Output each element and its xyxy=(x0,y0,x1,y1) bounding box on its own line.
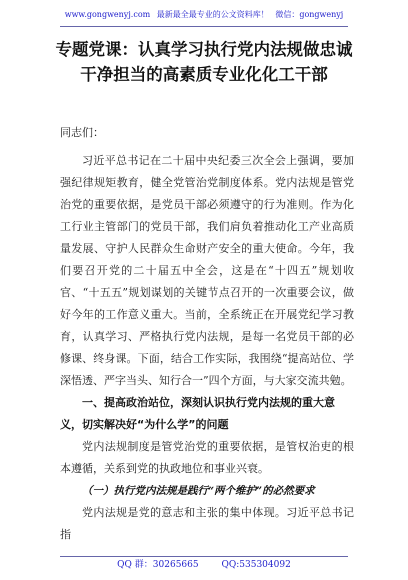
header-site-link[interactable]: www.gongwenyj.com xyxy=(64,10,151,19)
section-heading-1: 一、提高政治站位，深刻认识执行党内法规的重大意义，切实解决好“为什么学”的问题 xyxy=(60,396,335,431)
subsection-1-paragraph: 党内法规是党的意志和主张的集中体现。习近平总书记指 xyxy=(60,506,354,541)
title-line-2: 干净担当的高素质专业化化工干部 xyxy=(80,65,328,84)
page-header xyxy=(0,9,408,21)
subsection-heading-1: （一）执行党内法规是践行“两个维护”的必然要求 xyxy=(82,485,315,497)
footer-divider xyxy=(60,556,348,557)
header-tagline: 最新最全最专业的公文资料库！ xyxy=(156,10,269,19)
title-line-1: 专题党课：认真学习执行党内法规做忠诚 xyxy=(55,40,353,59)
intro-paragraph: 习近平总书记在二十届中央纪委三次全会上强调，要加强纪律规矩教育，健全党管治党制度体系。党内法规是管党治党的重要依据，是党员干部必须遵守的行为准则。作为化工行业主管部门的党员干部，我们肩负着推动化工产业高质量发展、守护人民群众生命财产安全的重大使命。今年，我们要召开党的二十届五中全会，这是在“十四五”规划收官、“十五五”规划谋划的关键节点召开的一次重要会议，做好今年的工作意义重大。当前，全系统正在开展党纪学习教育，认真学习、严格执行党内法规，是每一名党员干部的必修课、终身课。下面，结合工作实际，我围绕“提高站位、学深悟透、严字当头、知行合一”四个方面，与大家交流共勉。 xyxy=(60,154,354,387)
page-footer xyxy=(0,558,408,572)
header-wechat: 微信：gongwenyj xyxy=(275,10,344,19)
footer-qq-group: QQ 群：30265665 xyxy=(117,560,199,570)
footer-qq: QQ:535304092 xyxy=(221,560,291,570)
document-title xyxy=(30,37,378,87)
greeting: 同志们： xyxy=(60,126,104,139)
section-1-paragraph: 党内法规制度是管党治党的重要依据，是管权治吏的根本遵循，关系到党的执政地位和事业兴衰。 xyxy=(60,440,354,475)
document-body xyxy=(60,122,354,546)
header-divider xyxy=(60,26,348,27)
